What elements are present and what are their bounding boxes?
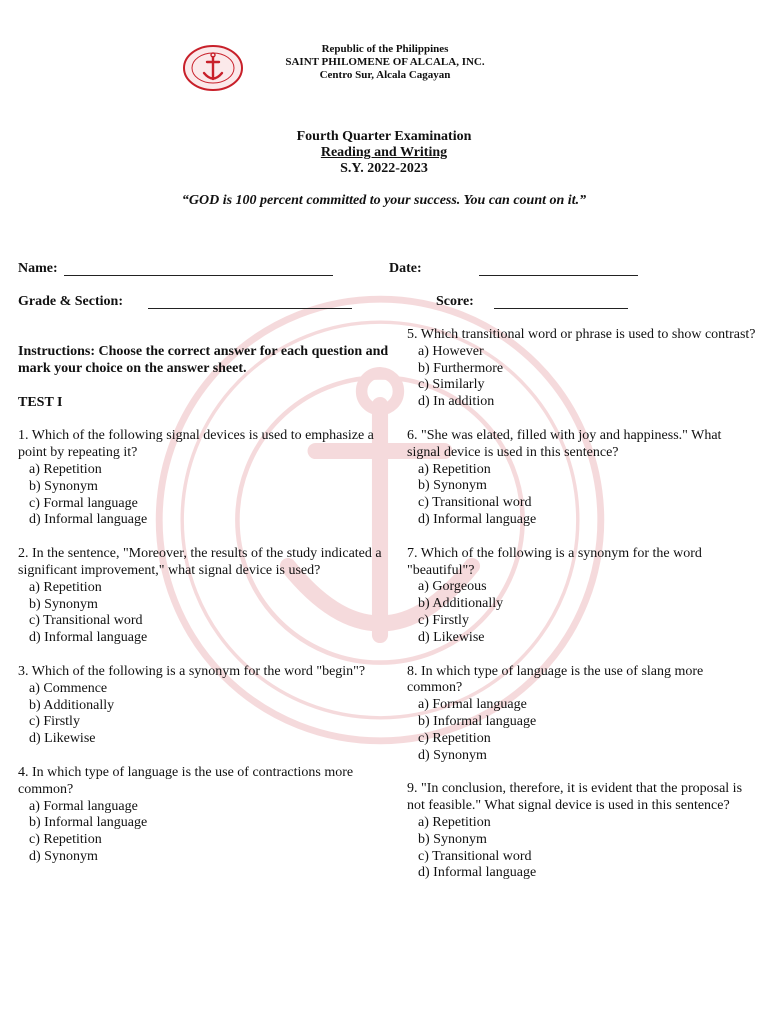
option-c[interactable]: c) Transitional word (418, 848, 532, 864)
question-3 (18, 664, 390, 748)
option-b[interactable]: b) Informal language (418, 713, 537, 729)
option-c[interactable]: c) Transitional word (418, 495, 532, 511)
option-c[interactable]: c) Similarly (418, 377, 485, 393)
option-b[interactable]: b) Informal language (29, 815, 148, 831)
question-text: 3. Which of the following is a synonym for the word "begin"? (18, 663, 366, 679)
option-b[interactable]: b) Additionally (29, 697, 115, 713)
option-a[interactable]: a) Commence (29, 680, 108, 696)
option-a[interactable]: a) However (418, 343, 484, 359)
option-b[interactable]: b) Synonym (29, 478, 98, 494)
school-year: S.Y. 2022-2023 (340, 161, 428, 176)
right-column (407, 327, 757, 899)
option-d[interactable]: d) Likewise (29, 731, 96, 747)
exam-subject: Reading and Writing (320, 145, 448, 160)
question-text: 4. In which type of language is the use of contractions more common? (18, 764, 354, 797)
option-a[interactable]: a) Repetition (29, 461, 102, 477)
option-c[interactable]: c) Firstly (29, 714, 80, 730)
score-field[interactable] (494, 308, 628, 309)
grade-section-field[interactable] (148, 308, 352, 309)
school-header (250, 43, 520, 82)
option-d[interactable]: d) Synonym (29, 848, 98, 864)
republic-line: Republic of the Philippines (321, 43, 449, 55)
left-column (18, 344, 390, 883)
option-a[interactable]: a) Repetition (29, 579, 102, 595)
option-d[interactable]: d) In addition (418, 394, 495, 410)
option-d[interactable]: d) Informal language (29, 512, 148, 528)
option-c[interactable]: c) Repetition (418, 730, 491, 746)
option-a[interactable]: a) Repetition (418, 814, 491, 830)
date-label: Date: (389, 261, 422, 276)
question-text: 1. Which of the following signal devices is used to emphasize a point by repeating it? (18, 428, 374, 461)
school-name: SAINT PHILOMENE OF ALCALA, INC. (285, 56, 485, 68)
score-label: Score: (436, 294, 474, 309)
question-8 (407, 664, 757, 765)
date-field[interactable] (479, 275, 638, 276)
exam-title-block (234, 129, 534, 177)
exam-title: Fourth Quarter Examination (296, 129, 472, 144)
option-b[interactable]: b) Furthermore (418, 360, 504, 376)
question-text: 9. "In conclusion, therefore, it is evident that the proposal is not feasible." What signal device is used in this sentence? (407, 781, 743, 814)
question-text: 2. In the sentence, "Moreover, the results of the study indicated a significant improvement," what signal device is used? (18, 546, 382, 578)
motivational-quote: “GOD is 100 percent committed to your success. You can count on it.” (181, 193, 587, 208)
option-b[interactable]: b) Synonym (29, 596, 98, 612)
question-9 (407, 781, 757, 882)
option-d[interactable]: d) Synonym (418, 747, 487, 763)
option-c[interactable]: c) Repetition (29, 832, 102, 848)
option-d[interactable]: d) Informal language (29, 630, 148, 646)
question-text: 6. "She was elated, filled with joy and happiness." What signal device is used in this sentence? (407, 427, 722, 460)
grade-section-label: Grade & Section: (18, 294, 123, 309)
instructions: Instructions: Choose the correct answer for each question and mark your choice on the answer sheet. (18, 344, 389, 376)
question-6 (407, 428, 757, 529)
school-seal-logo (182, 44, 244, 92)
option-c[interactable]: c) Firstly (418, 612, 469, 628)
question-text: 8. In which type of language is the use of slang more common? (407, 663, 704, 696)
option-a[interactable]: a) Gorgeous (418, 579, 487, 595)
question-4 (18, 765, 390, 866)
question-text: 5. Which transitional word or phrase is used to show contrast? (407, 327, 756, 342)
question-5 (407, 327, 757, 411)
name-label: Name: (18, 261, 58, 276)
test-title: TEST I (18, 394, 63, 410)
option-a[interactable]: a) Formal language (29, 798, 138, 814)
option-b[interactable]: b) Additionally (418, 596, 504, 612)
option-d[interactable]: d) Informal language (418, 865, 537, 881)
option-a[interactable]: a) Repetition (418, 461, 491, 477)
question-text: 7. Which of the following is a synonym for the word "beautiful"? (407, 545, 702, 578)
option-c[interactable]: c) Transitional word (29, 613, 143, 629)
option-d[interactable]: d) Informal language (418, 511, 537, 527)
option-b[interactable]: b) Synonym (418, 831, 487, 847)
option-a[interactable]: a) Formal language (418, 697, 527, 713)
question-1 (18, 428, 390, 529)
question-7 (407, 546, 757, 647)
question-2 (18, 546, 390, 647)
option-c[interactable]: c) Formal language (29, 495, 138, 511)
school-address: Centro Sur, Alcala Cagayan (319, 69, 451, 81)
name-field[interactable] (64, 275, 333, 276)
option-b[interactable]: b) Synonym (418, 478, 487, 494)
option-d[interactable]: d) Likewise (418, 629, 485, 645)
